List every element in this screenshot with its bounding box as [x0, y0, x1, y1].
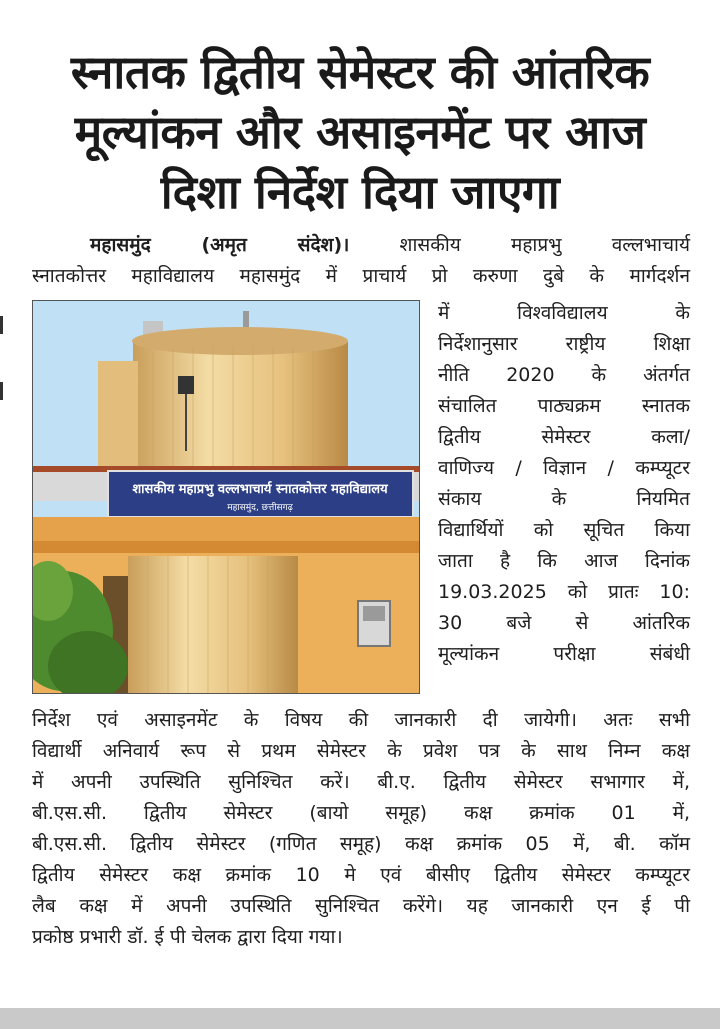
- headline-line-1: स्नातक द्वितीय सेमेस्टर की आंतरिक: [70, 45, 650, 99]
- column-line-3: नीति 2020 के अंतर्गत: [438, 364, 690, 386]
- body-line-8: प्रकोष्ठ प्रभारी डॉ. ई पी चेलक द्वारा दिया गया।: [32, 926, 343, 948]
- column-line-2: निर्देशानुसार राष्ट्रीय शिक्षा: [438, 333, 690, 355]
- margin-mark: [0, 316, 3, 334]
- dateline: महासमुंद (अमृत संदेश)।: [90, 234, 350, 256]
- column-line-10: 19.03.2025 को प्रातः 10:: [438, 581, 690, 603]
- column-line-11: 30 बजे से आंतरिक: [438, 612, 690, 634]
- lead-line-2: स्नातकोत्तर महाविद्यालय महासमुंद में प्राचार्य प्रो करुणा दुबे के मार्गदर्शन: [32, 265, 690, 287]
- headline-line-2: मूल्यांकन और असाइनमेंट पर आज: [74, 105, 646, 159]
- body-line-1: निर्देश एवं असाइनमेंट के विषय की जानकारी दी जायेगी। अतः सभी: [32, 709, 690, 731]
- body-line-7: लैब कक्ष में अपनी उपस्थिति सुनिश्चित करेंगे। यह जानकारी एन ई पी: [32, 895, 690, 917]
- column-line-5: द्वितीय सेमेस्टर कला/: [438, 426, 690, 448]
- college-building-photo: [32, 300, 420, 694]
- column-line-4: संचालित पाठ्यक्रम स्नातक: [438, 395, 690, 417]
- column-line-9: जाता है कि आज दिनांक: [438, 550, 690, 572]
- body-line-4: बी.एस.सी. द्वितीय सेमेस्टर (बायो समूह) कक्ष क्रमांक 01 में,: [32, 802, 690, 824]
- signboard-line-1: शासकीय महाप्रभु वल्लभाचार्य स्नातकोत्तर महाविद्यालय: [132, 482, 388, 497]
- signboard-line-2: महासमुंद, छत्तीसगढ़: [227, 503, 293, 513]
- column-line-1: में विश्वविद्यालय के: [438, 302, 690, 324]
- page-bottom-strip: [0, 1008, 720, 1029]
- body-line-5: बी.एस.सी. द्वितीय सेमेस्टर (गणित समूह) कक्ष क्रमांक 05 में, बी. कॉम: [32, 833, 690, 855]
- lead-line-1: [90, 232, 690, 259]
- body-line-6: द्वितीय सेमेस्टर कक्ष क्रमांक 10 मे एवं बीसीए द्वितीय सेमेस्टर कम्प्यूटर: [32, 864, 690, 886]
- column-line-12: मूल्यांकन परीक्षा संबंधी: [438, 643, 690, 665]
- body-line-2: विद्यार्थी अनिवार्य रूप से प्रथम सेमेस्टर के प्रवेश पत्र के साथ निम्न कक्ष: [32, 740, 690, 762]
- column-line-6: वाणिज्य / विज्ञान / कम्प्यूटर: [438, 457, 690, 479]
- lead-line-1-rest: शासकीय महाप्रभु वल्लभाचार्य: [399, 234, 690, 256]
- column-line-8: विद्यार्थियों को सूचित किया: [438, 519, 690, 541]
- headline-line-3: दिशा निर्देश दिया जाएगा: [160, 165, 560, 219]
- margin-mark: [0, 382, 3, 400]
- column-line-7: संकाय के नियमित: [438, 488, 690, 510]
- body-line-3: में अपनी उपस्थिति सुनिश्चित करें। बी.ए. द्वितीय सेमेस्टर सभागार में,: [32, 771, 690, 793]
- headline: [24, 42, 696, 222]
- building-illustration: [33, 301, 419, 693]
